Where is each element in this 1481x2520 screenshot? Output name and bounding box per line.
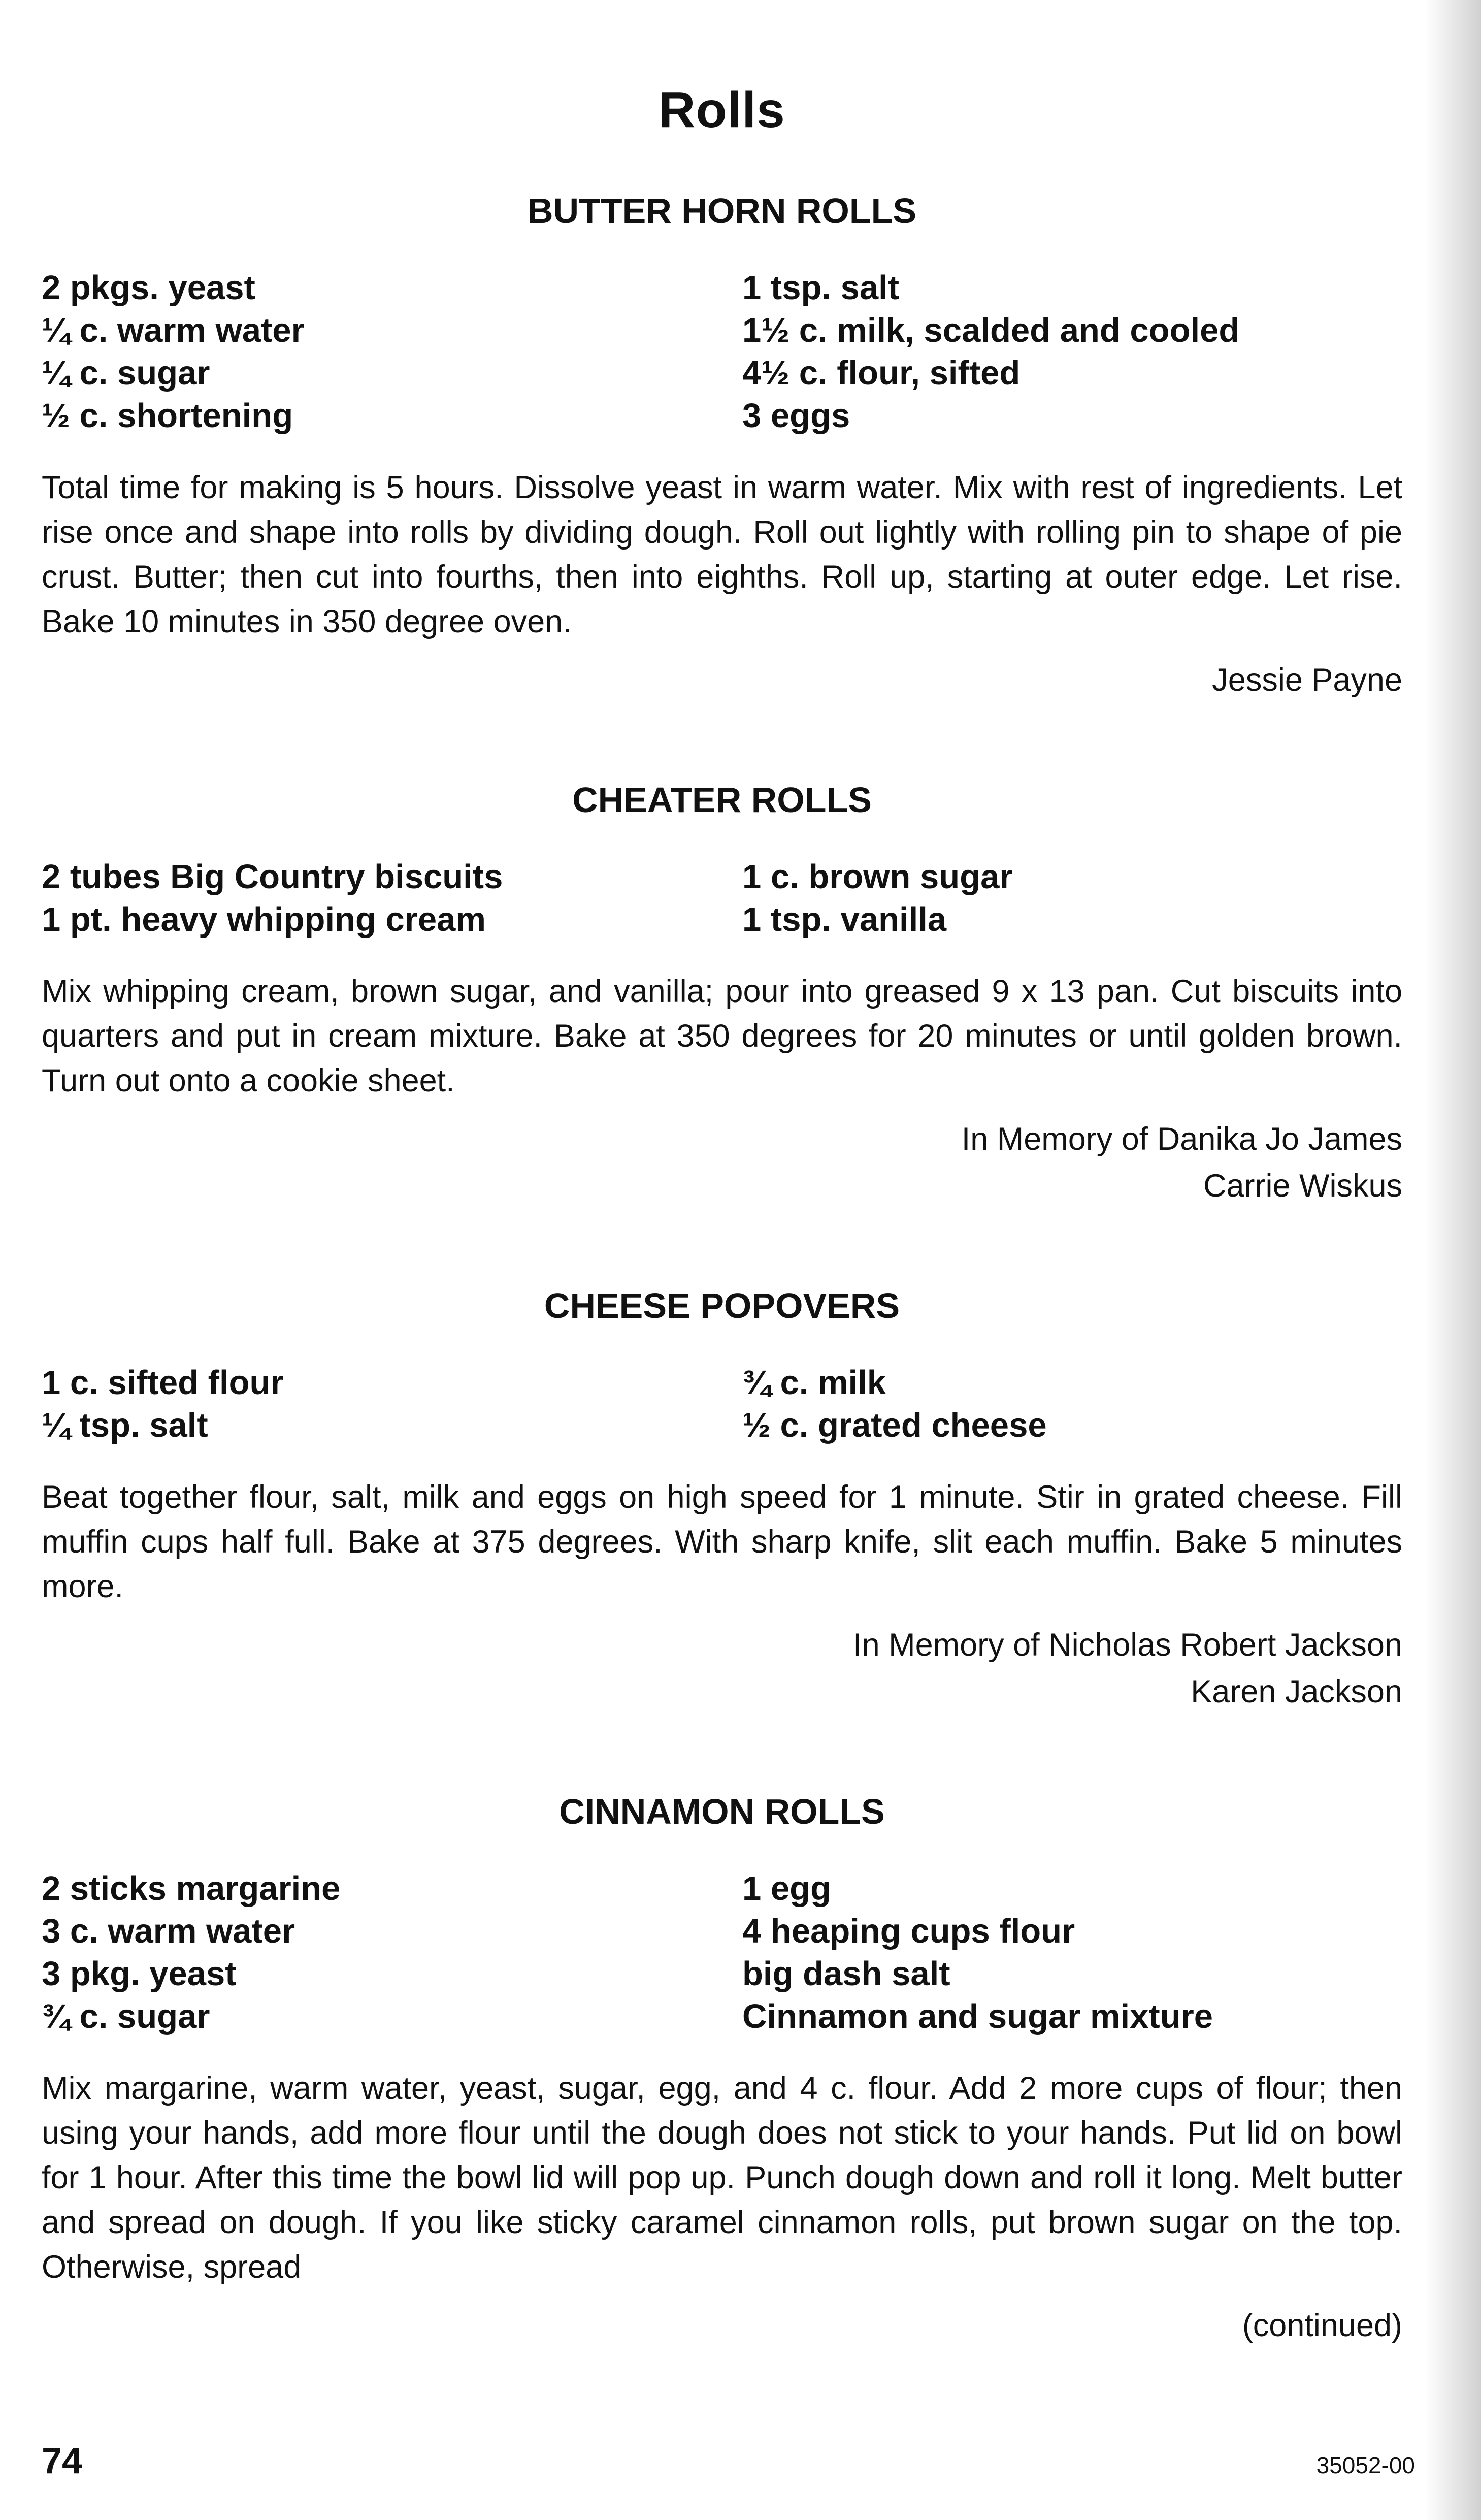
ingredient-list (42, 267, 1402, 437)
recipe-instructions: Beat together flour, salt, milk and eggs on high speed for 1 minute. Stir in grated cheese. Fill muffin cups half full. Bake at 375 degrees. With sharp knife, slit each muffin. Bake 5 minutes more. (42, 1479, 1402, 1604)
ingredient: Cinnamon and sugar mixture (742, 1997, 1213, 2036)
credit-line: In Memory of Danika Jo James (961, 1121, 1402, 1157)
page-number: 74 (42, 2441, 83, 2481)
recipe-instructions: Mix margarine, warm water, yeast, sugar, egg, and 4 c. flour. Add 2 more cups of flour; then using your hands, add more flour until the dough does not stick to your hands. Put lid on bowl for 1 hour. After this time the bowl lid will pop up. Punch dough down and roll it long. Melt butter and spread on dough. If you like sticky caramel cinnamon rolls, put brown sugar on the top. Otherwise, spread (42, 2071, 1402, 2285)
ingredient: 4 heaping cups flour (742, 1912, 1075, 1950)
ingredient: 2 sticks margarine (42, 1869, 341, 1908)
ingredient: 1 tsp. vanilla (742, 900, 947, 939)
ingredient: 1 pt. heavy whipping cream (42, 900, 486, 939)
credit-line: Carrie Wiskus (1203, 1168, 1402, 1204)
ingredient-column-right (742, 1362, 1402, 1447)
ingredient: 2 pkgs. yeast (42, 269, 255, 307)
ingredient-column-right (742, 267, 1402, 437)
recipe-credits (42, 657, 1402, 703)
credit-line: In Memory of Nicholas Robert Jackson (853, 1627, 1402, 1663)
cookbook-page (42, 81, 1402, 2425)
ingredient: 1½ c. milk, scalded and cooled (742, 311, 1240, 349)
recipe-instructions: Total time for making is 5 hours. Dissolve yeast in warm water. Mix with rest of ingredients. Let rise once and shape into rolls by dividing dough. Roll out lightly with rolling pin to shape of pie crust. Butter; then cut into fourths, then into eighths. Roll up, starting at outer edge. Let rise. Bake 10 minutes in 350 degree oven. (42, 470, 1402, 639)
ingredient-list (42, 1362, 1402, 1447)
recipe-butter-horn-rolls (42, 190, 1402, 703)
ingredient: 2 tubes Big Country biscuits (42, 858, 503, 896)
recipe-credits (42, 2302, 1402, 2349)
ingredient: 1 tsp. salt (742, 269, 900, 307)
recipe-cinnamon-rolls (42, 1791, 1402, 2349)
ingredient: 3 eggs (742, 397, 850, 435)
ingredient: ¼ c. sugar (42, 354, 210, 392)
ingredient: ¼ c. warm water (42, 311, 305, 349)
ingredient: ¾ c. milk (742, 1364, 886, 1402)
ingredient: 3 pkg. yeast (42, 1955, 237, 1993)
page-edge-shadow (1425, 0, 1481, 2520)
recipe-cheese-popovers (42, 1285, 1402, 1715)
recipe-credits (42, 1116, 1402, 1209)
ingredient-column-right (742, 856, 1402, 941)
print-code: 35052-00 (1316, 2452, 1415, 2478)
ingredient: 1 egg (742, 1869, 831, 1908)
continued-note: (continued) (1242, 2308, 1402, 2343)
recipe-title: CINNAMON ROLLS (559, 1792, 885, 1831)
ingredient: ½ c. grated cheese (742, 1406, 1047, 1444)
recipe-title: CHEESE POPOVERS (544, 1286, 900, 1326)
page-footer (42, 2440, 1415, 2482)
ingredient-column-right (742, 1867, 1402, 2038)
ingredient: ½ c. shortening (42, 397, 293, 435)
ingredient: big dash salt (742, 1955, 950, 1993)
ingredient: ¾ c. sugar (42, 1997, 210, 2036)
ingredient-column-left (42, 1867, 742, 2038)
credit-line: Jessie Payne (1212, 662, 1402, 698)
ingredient: ¼ tsp. salt (42, 1406, 208, 1444)
recipe-instructions: Mix whipping cream, brown sugar, and vanilla; pour into greased 9 x 13 pan. Cut biscuits into quarters and put in cream mixture. Bake at 350 degrees for 20 minutes or until golden brown. Turn out onto a cookie sheet. (42, 974, 1402, 1099)
credit-line: Karen Jackson (1191, 1674, 1402, 1709)
ingredient: 3 c. warm water (42, 1912, 295, 1950)
recipe-credits (42, 1622, 1402, 1715)
ingredient: 4½ c. flour, sifted (742, 354, 1021, 392)
ingredient-list (42, 1867, 1402, 2038)
ingredient: 1 c. brown sugar (742, 858, 1013, 896)
recipe-title: BUTTER HORN ROLLS (527, 191, 917, 231)
ingredient-column-left (42, 267, 742, 437)
page-title: Rolls (659, 82, 785, 139)
ingredient-list (42, 856, 1402, 941)
recipe-cheater-rolls (42, 780, 1402, 1209)
ingredient: 1 c. sifted flour (42, 1364, 284, 1402)
recipe-title: CHEATER ROLLS (572, 780, 872, 820)
ingredient-column-left (42, 1362, 742, 1447)
ingredient-column-left (42, 856, 742, 941)
